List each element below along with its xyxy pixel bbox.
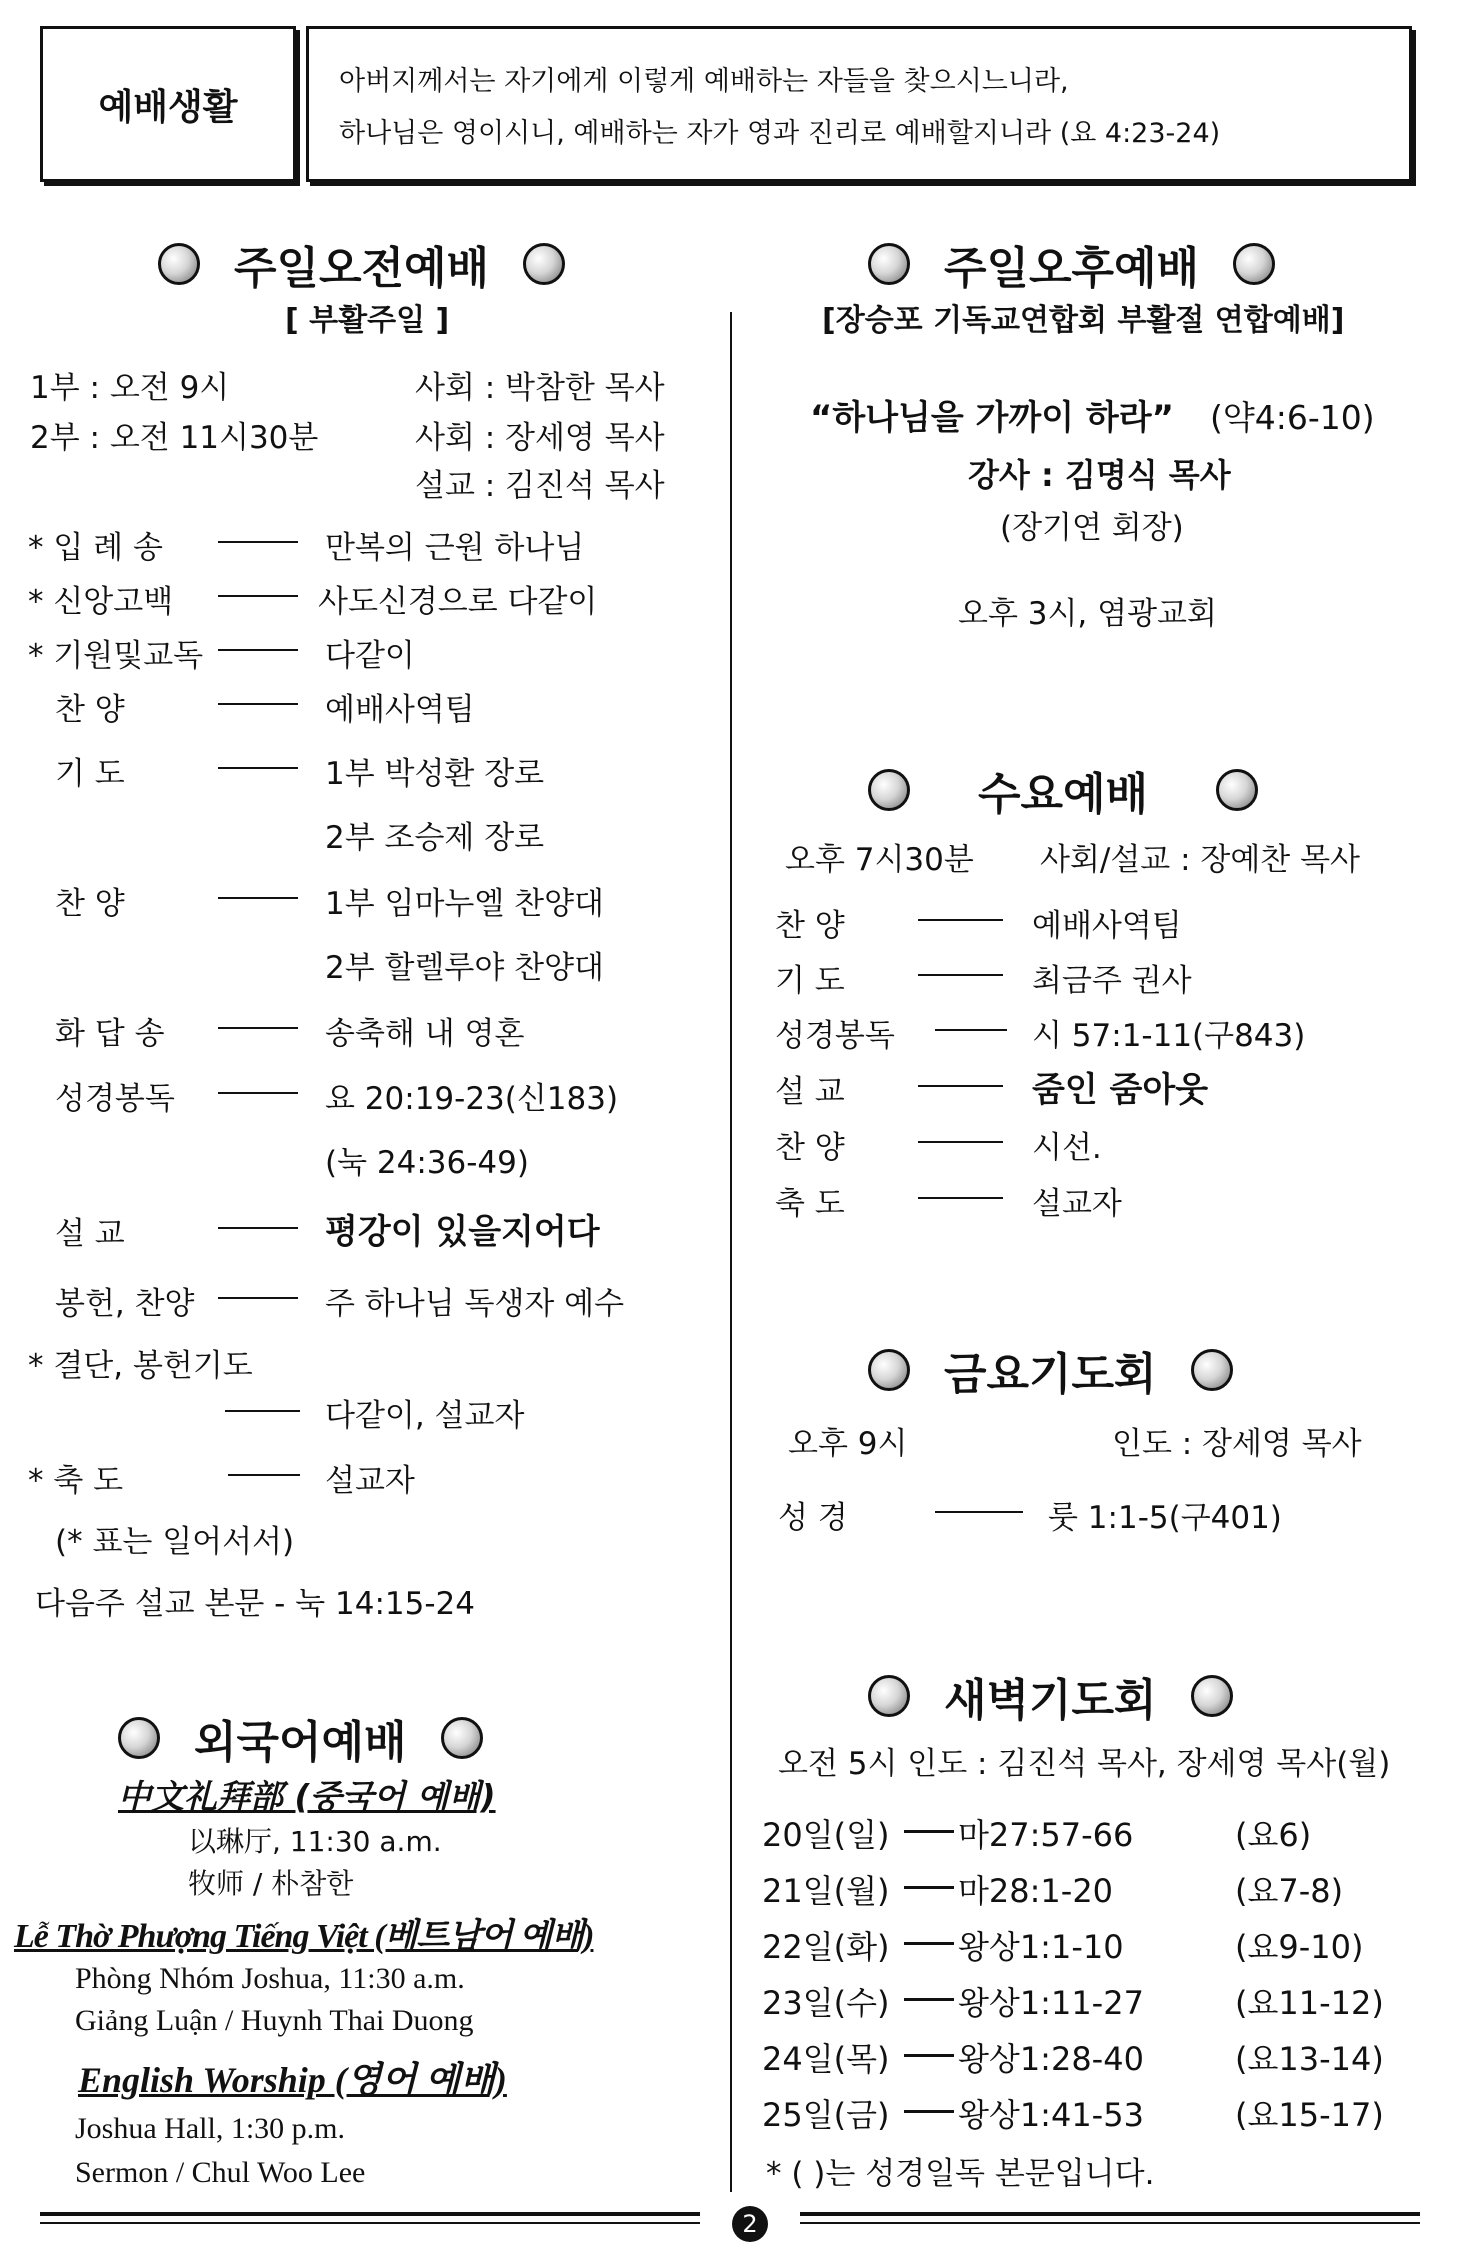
verse-line-2: 하나님은 영이시니, 예배하는 자가 영과 진리로 예배할지니라 (요 4:23-24) <box>339 118 1221 149</box>
circle-bullet-icon <box>868 243 910 285</box>
vietnamese-line-2: Giảng Luận / Huynh Thai Duong <box>75 2004 474 2037</box>
order-label: 찬 양 <box>55 886 125 922</box>
order-label: 설 교 <box>55 1216 125 1252</box>
service-2-time: 2부 : 오전 11시30분 <box>30 420 319 456</box>
leader-1: 사회 : 박참한 목사 <box>415 370 665 406</box>
order-value: 송축해 내 영혼 <box>325 1016 525 1052</box>
order-value: 만복의 근원 하나님 <box>325 530 585 566</box>
friday-time: 오후 9시 <box>788 1426 908 1462</box>
dawn-note: * ( )는 성경일독 본문입니다. <box>766 2156 1155 2192</box>
dawn-text: 마27:57-66 <box>958 1816 1134 1854</box>
dash-line <box>218 649 298 651</box>
circle-bullet-icon <box>1191 1675 1233 1717</box>
dawn-day: 21일(월) <box>762 1872 890 1910</box>
sunday-pm-title-text: 주일오후예배 <box>944 243 1200 294</box>
dawn-ref: (요6) <box>1235 1816 1312 1854</box>
dawn-day: 23일(수) <box>762 1984 890 2022</box>
order-value-2: 2부 할렐루야 찬양대 <box>325 950 604 986</box>
sunday-am-title-text: 주일오전예배 <box>234 243 490 294</box>
dash-line <box>225 1410 300 1412</box>
order-label: 축 도 <box>775 1186 845 1222</box>
dash-line <box>918 1085 1003 1087</box>
dash-line <box>904 1998 954 2001</box>
dawn-ref: (요11-12) <box>1235 1984 1384 2022</box>
dawn-text: 마28:1-20 <box>958 1872 1114 1910</box>
circle-bullet-icon <box>118 1717 160 1759</box>
dawn-ref: (요7-8) <box>1235 1872 1344 1910</box>
circle-bullet-icon <box>1191 1349 1233 1391</box>
order-label: 성경봉독 <box>775 1018 895 1054</box>
chinese-line-2: 牧师 / 朴참한 <box>188 1867 354 1900</box>
dash-line <box>218 1297 298 1299</box>
footer-rule <box>800 2222 1420 2224</box>
dash-line <box>218 1227 298 1229</box>
order-label: 화 답 송 <box>55 1016 165 1052</box>
order-label: 봉헌, 찬양 <box>55 1286 195 1322</box>
foreign-title-text: 외국어예배 <box>194 1717 407 1768</box>
circle-bullet-icon <box>868 769 910 811</box>
dash-line <box>904 1830 954 1833</box>
order-value: 시선. <box>1032 1130 1102 1166</box>
order-label: 찬 양 <box>775 1130 845 1166</box>
friday-leader: 인도 : 장세영 목사 <box>1112 1426 1362 1462</box>
service-1-time: 1부 : 오전 9시 <box>30 370 230 406</box>
english-title: English Worship (영어 예배) <box>78 2060 507 2100</box>
sunday-am-title <box>158 232 565 296</box>
section-label-box <box>40 26 296 182</box>
dawn-title-text: 새벽기도회 <box>944 1675 1157 1726</box>
order-value: 사도신경으로 다같이 <box>318 584 598 620</box>
wednesday-title <box>868 758 1258 822</box>
order-value: 요 20:19-23(신183) <box>325 1081 619 1117</box>
order-value: 주 하나님 독생자 예수 <box>325 1286 625 1322</box>
order-label: 설 교 <box>775 1074 845 1110</box>
dash-line <box>935 1511 1023 1513</box>
dash-line <box>918 974 1003 976</box>
sermon-title: 평강이 있을지어다 <box>325 1212 600 1252</box>
friday-title-text: 금요기도회 <box>944 1349 1157 1400</box>
dash-line <box>904 2054 954 2057</box>
sunday-pm-subtitle: [장승포 기독교연합회 부활절 연합예배] <box>822 303 1345 338</box>
sunday-am-subtitle: [ 부활주일 ] <box>285 303 450 338</box>
verse-line-1: 아버지께서는 자기에게 이렇게 예배하는 자들을 찾으시느니라, <box>339 66 1069 97</box>
order-label: 찬 양 <box>55 692 125 728</box>
friday-title <box>868 1338 1233 1402</box>
dawn-text: 왕상1:11-27 <box>958 1984 1144 2022</box>
order-value: 설교자 <box>1032 1186 1122 1222</box>
dawn-day: 22일(화) <box>762 1928 890 1966</box>
next-week-sermon: 다음주 설교 본문 - 눅 14:15-24 <box>35 1586 475 1622</box>
order-value: 1부 임마누엘 찬양대 <box>325 886 604 922</box>
order-value: 예배사역팀 <box>1032 908 1182 944</box>
order-value: 다같이, 설교자 <box>325 1398 525 1434</box>
order-label: * 신앙고백 <box>28 584 174 620</box>
friday-scripture: 룻 1:1-5(구401) <box>1048 1500 1282 1536</box>
order-value: 시 57:1-11(구843) <box>1032 1018 1306 1054</box>
order-label: * 기원및교독 <box>28 638 204 674</box>
order-value: 예배사역팀 <box>325 692 475 728</box>
preacher: 설교 : 김진석 목사 <box>415 468 665 504</box>
english-line-2: Sermon / Chul Woo Lee <box>75 2156 366 2189</box>
dash-line <box>218 1092 298 1094</box>
pm-speaker: 강사 : 김명식 목사 <box>968 456 1231 494</box>
column-divider <box>730 312 732 2192</box>
footer-rule <box>40 2222 700 2224</box>
dash-line <box>904 1942 954 1945</box>
pm-speaker-role: (장기연 회장) <box>1000 510 1184 546</box>
order-label: 성 경 <box>778 1500 848 1536</box>
dawn-day: 24일(목) <box>762 2040 890 2078</box>
sunday-pm-title <box>868 232 1275 296</box>
order-value: 1부 박성환 장로 <box>325 756 545 792</box>
dawn-ref: (요9-10) <box>1235 1928 1364 1966</box>
dawn-ref: (요15-17) <box>1235 2096 1384 2134</box>
dash-line <box>904 2110 954 2113</box>
vietnamese-title: Lễ Thờ Phượng Tiếng Việt (베트남어 예배) <box>14 1918 594 1955</box>
circle-bullet-icon <box>523 243 565 285</box>
dash-line <box>218 767 298 769</box>
order-value-2: 2부 조승제 장로 <box>325 820 545 856</box>
wednesday-title-text: 수요예배 <box>978 769 1149 820</box>
circle-bullet-icon <box>158 243 200 285</box>
pm-sermon-title: “하나님을 가까이 하라” <box>810 398 1174 438</box>
order-label: * 결단, 봉헌기도 <box>28 1348 253 1384</box>
dash-line <box>918 919 1003 921</box>
foreign-title <box>118 1706 483 1770</box>
dawn-info: 오전 5시 인도 : 김진석 목사, 장세영 목사(월) <box>778 1746 1391 1782</box>
dawn-text: 왕상1:1-10 <box>958 1928 1124 1966</box>
dawn-title <box>868 1664 1233 1728</box>
pm-sermon-ref: (약4:6-10) <box>1210 398 1375 437</box>
circle-bullet-icon <box>868 1349 910 1391</box>
order-value: 다같이 <box>325 638 415 674</box>
verse-box <box>306 26 1412 182</box>
order-value: 설교자 <box>325 1463 415 1499</box>
pm-time-place: 오후 3시, 염광교회 <box>958 596 1217 632</box>
wednesday-sermon-title: 줌인 줌아웃 <box>1032 1070 1209 1110</box>
circle-bullet-icon <box>441 1717 483 1759</box>
footer-rule <box>800 2212 1420 2216</box>
dawn-text: 왕상1:28-40 <box>958 2040 1144 2078</box>
leader-2: 사회 : 장세영 목사 <box>415 420 665 456</box>
order-value: 최금주 권사 <box>1032 963 1192 999</box>
dawn-text: 왕상1:41-53 <box>958 2096 1144 2134</box>
circle-bullet-icon <box>868 1675 910 1717</box>
wednesday-time: 오후 7시30분 <box>785 842 974 878</box>
dash-line <box>918 1197 1003 1199</box>
dash-line <box>918 1141 1003 1143</box>
dawn-ref: (요13-14) <box>1235 2040 1384 2078</box>
section-label: 예배생활 <box>98 86 238 128</box>
dash-line <box>218 703 298 705</box>
order-label: * 입 례 송 <box>28 530 163 566</box>
dawn-day: 25일(금) <box>762 2096 890 2134</box>
order-label: 성경봉독 <box>55 1081 175 1117</box>
dash-line <box>935 1029 1007 1031</box>
dash-line <box>218 595 298 597</box>
page-number: 2 <box>732 2206 768 2242</box>
footer-rule <box>40 2212 700 2216</box>
circle-bullet-icon <box>1216 769 1258 811</box>
chinese-line-1: 以琳厅, 11:30 a.m. <box>188 1825 442 1858</box>
order-label: 찬 양 <box>775 908 845 944</box>
order-label: * 축 도 <box>28 1463 124 1499</box>
chinese-title: 中文礼拜部 (중국어 예배) <box>118 1777 496 1816</box>
dawn-day: 20일(일) <box>762 1816 890 1854</box>
dash-line <box>218 1027 298 1029</box>
dash-line <box>218 897 298 899</box>
dash-line <box>218 541 298 543</box>
order-value-2: (눅 24:36-49) <box>325 1145 529 1181</box>
dash-line <box>228 1474 300 1476</box>
english-line-1: Joshua Hall, 1:30 p.m. <box>75 2112 345 2145</box>
standing-note: (* 표는 일어서서) <box>55 1524 295 1560</box>
order-label: 기 도 <box>775 963 845 999</box>
wednesday-leader: 사회/설교 : 장예찬 목사 <box>1040 842 1360 878</box>
order-label: 기 도 <box>55 756 125 792</box>
dash-line <box>904 1886 954 1889</box>
vietnamese-line-1: Phòng Nhóm Joshua, 11:30 a.m. <box>75 1962 465 1995</box>
circle-bullet-icon <box>1233 243 1275 285</box>
